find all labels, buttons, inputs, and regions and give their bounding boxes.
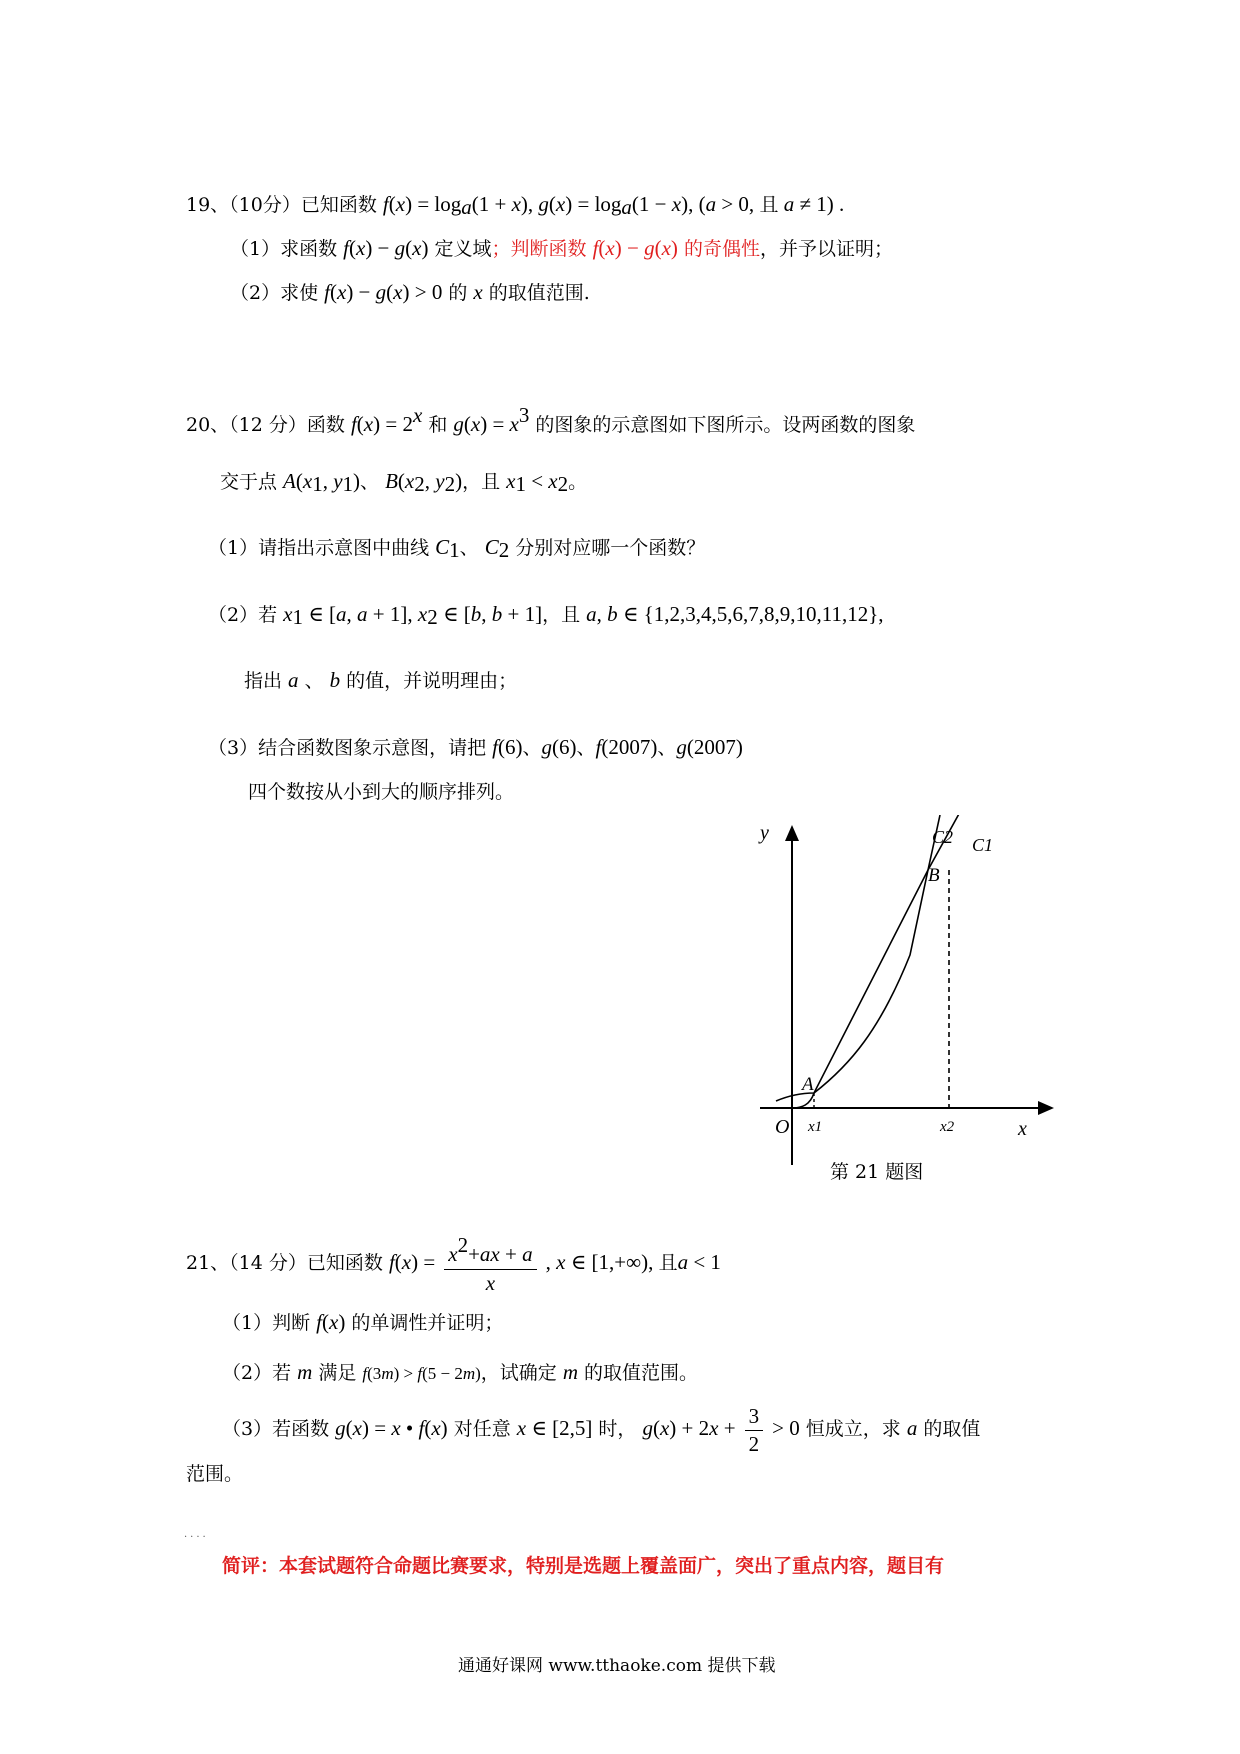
q21-heading: 21、（14 分）已知函数 f(x) = $\frac{x^2+ax + a}{x}$ , x ∈ [1,+∞), 且a < 1 xyxy=(186,1233,721,1295)
x1-label: x1 xyxy=(808,1119,823,1135)
c1-label: C1 xyxy=(972,835,994,855)
q21-p3-frac-den: 2 xyxy=(748,1432,760,1456)
q20-part3: （3）结合函数图象示意图，请把 f(6)、g(6)、f(2007)、g(2007) xyxy=(208,735,743,759)
q21-part3-cont: 范围。 xyxy=(186,1463,244,1485)
y-axis-label: y xyxy=(760,822,769,844)
dots-marker: .... xyxy=(184,1529,209,1540)
curve-c1 xyxy=(776,815,960,1101)
q21-part3: （3）若函数 g(x) = x • f(x) 对任意 x ∈ [2,5] 时， g(x) + 2x + $\frac{3}{2}$ > 0 恒成立，求 a 的取值 xyxy=(222,1404,981,1456)
q20-part1: （1）请指出示意图中曲线 $C_1$、 $C_2$ 分别对应哪一个函数？ xyxy=(208,535,706,562)
q20-part2: （2）若 $x_1$ ∈ [a, a + 1], $x_2$ ∈ [b, b + 1]，且 a, b ∈ {1,2,3,4,5,6,7,8,9,10,11,12}, xyxy=(208,602,884,629)
q19-part1: （1）求函数 f(x) − g(x) 定义域；判断函数 f(x) − g(x) 的奇偶性，并予以证明； xyxy=(230,236,893,260)
review-comment: 简评：本套试题符合命题比赛要求，特别是选题上覆盖面广，突出了重点内容，题目有 xyxy=(222,1555,945,1577)
x2-label: x2 xyxy=(940,1119,955,1135)
q20-part2-cont: 指出 a 、 b 的值，并说明理由； xyxy=(244,668,518,692)
point-a-label: A xyxy=(802,1074,814,1095)
q20-line2: 交于点 $A(x_1$, $y_1$)、 $B(x_2$, $y_2$)，且 $x_1 < x_2$。 xyxy=(220,469,588,496)
q21-fraction-den: x xyxy=(485,1271,496,1295)
q20-part3-cont xyxy=(248,778,514,806)
c2-label: C2 xyxy=(932,827,954,847)
q19-heading: 19、（10分）已知函数 $f(x) = \log_a(1 + x)$, $g(x) = \log_a(1 - x)$, (a > 0, 且 a ≠ 1) . xyxy=(186,192,845,219)
q21-p3-frac-num: 3 xyxy=(745,1403,764,1431)
q20-part3-cont-text: 四个数按从小到大的顺序排列。 xyxy=(248,781,515,803)
x-axis-label: x xyxy=(1018,1118,1027,1140)
figure-caption: 第 21 题图 xyxy=(830,1161,924,1183)
q19-function-expr: f xyxy=(382,192,389,216)
page-footer: 通通好课网 www.tthaoke.com 提供下载 xyxy=(458,1656,776,1676)
origin-label: O xyxy=(775,1116,790,1138)
q19-head-text: 19、（10分）已知函数 xyxy=(186,194,377,216)
q21-part1: （1）判断 f(x) 的单调性并证明； xyxy=(222,1310,504,1334)
q21-p3-fraction xyxy=(745,1403,764,1457)
q21-fraction: $\frac{x^2+ax + a}{x}$ xyxy=(444,1232,536,1296)
y-axis-arrow xyxy=(785,825,799,841)
intersection-figure xyxy=(740,815,1060,1175)
q19-part2: （2）求使 f(x) − g(x) > 0 的 x 的取值范围. xyxy=(230,280,590,304)
x-axis-arrow xyxy=(1038,1101,1054,1115)
point-b-label: B xyxy=(928,865,940,886)
q21-part2: （2）若 m 满足 f(3m) > f(5 − 2m)，试确定 m 的取值范围。 xyxy=(222,1360,699,1384)
q20-heading: 20、（12 分）函数 $f(x) = 2^x$ 和 $g(x) = x^3$ 的图象的示意图如下图所示。设两函数的图象 xyxy=(186,403,916,436)
curve-c2 xyxy=(792,815,940,1108)
